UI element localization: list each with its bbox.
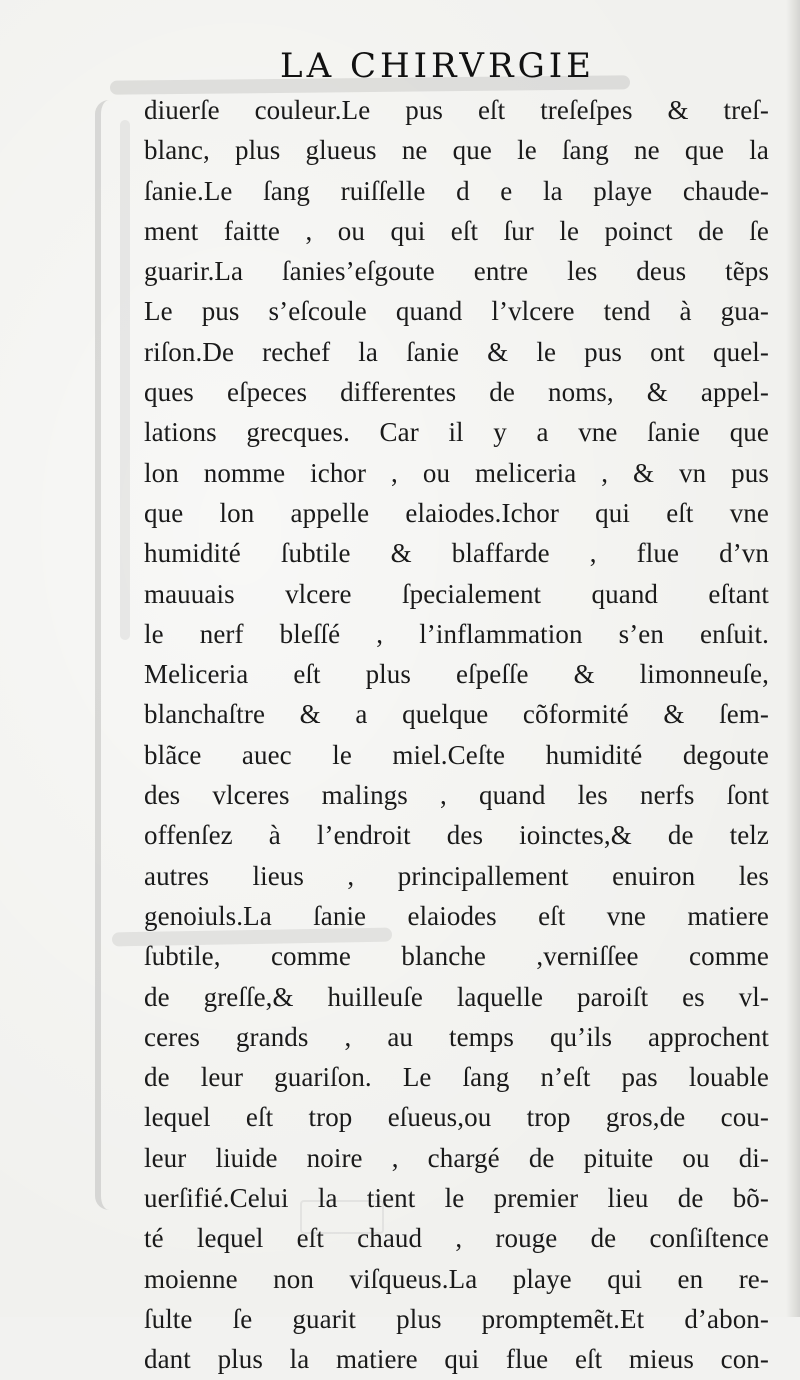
text-line: uerſifié.Celui la tient le premier lieu de bõ- [144,1183,769,1214]
text-line: lations grecques. Car il y a vne ſanie que [144,417,769,448]
pencil-mark-margin-inner [120,120,130,640]
page-edge-shadow [786,0,800,1317]
text-line: humidité ſubtile & blaffarde , flue d’vn [144,538,769,569]
pencil-mark-margin [95,100,123,1210]
text-line: blãce auec le miel.Ceſte humidité degoute [144,739,769,770]
text-line: ſulte ſe guarit plus promptemẽt.Et d’abon- [144,1303,769,1334]
text-line: mauuais vlcere ſpecialement quand eſtant [144,578,769,609]
text-line: blanchaſtre & a quelque cõformité & ſem- [144,699,769,730]
text-line: offenſez à l’endroit des ioinctes,& de telz [144,820,769,851]
text-line: ceres grands , au temps qu’ils approchent [144,1021,769,1052]
text-line: ſubtile, comme blanche ,verniſſee comme [144,941,769,972]
text-line: ſanie.Le ſang ruiſſelle d e la playe chaude- [144,175,769,206]
text-line: guarir.La ſanies’eſgoute entre les deus tẽps [144,256,769,287]
text-line: diuerſe couleur.Le pus eſt treſeſpes & treſ- [144,95,769,125]
text-line: le nerf bleſſé , l’inflammation s’en enſuit. [144,618,769,649]
text-line: autres lieus , principallement enuiron les [144,860,769,891]
text-line: Le pus s’eſcoule quand l’vlcere tend à gua- [144,296,769,327]
text-line: riſon.De rechef la ſanie & le pus ont quel- [144,336,769,367]
text-line: té lequel eſt chaud , rouge de conſiſtence [144,1223,769,1254]
text-line: de greſſe,& huilleuſe laquelle paroiſt es vl- [144,981,769,1012]
text-line: Meliceria eſt plus eſpeſſe & limonneuſe, [144,659,769,690]
text-line: moienne non viſqueus.La playe qui en re- [144,1263,769,1294]
text-line: des vlceres malings , quand les nerfs ſont [144,780,769,811]
text-line: genoiuls.La ſanie elaiodes eſt vne matiere [144,900,769,931]
text-line: ques eſpeces differentes de noms, & appel- [144,377,769,408]
running-header: LA CHIRVRGIE [280,46,595,86]
body-text [144,90,769,1380]
text-line: ment faitte , ou qui eſt ſur le poinct de ſe [144,215,769,246]
text-line: que lon appelle elaiodes.Ichor qui eſt vne [144,497,769,528]
text-line: leur liuide noire , chargé de pituite ou di- [144,1142,769,1173]
text-line: de leur guariſon. Le ſang n’eſt pas louable [144,1062,769,1093]
text-line: dant plus la matiere qui flue eſt mieus con- [144,1344,769,1375]
text-line: lon nomme ichor , ou meliceria , & vn pus [144,457,769,488]
text-line: lequel eſt trop eſueus,ou trop gros,de cou- [144,1102,769,1133]
text-line: blanc, plus glueus ne que le ſang ne que la [144,135,769,166]
